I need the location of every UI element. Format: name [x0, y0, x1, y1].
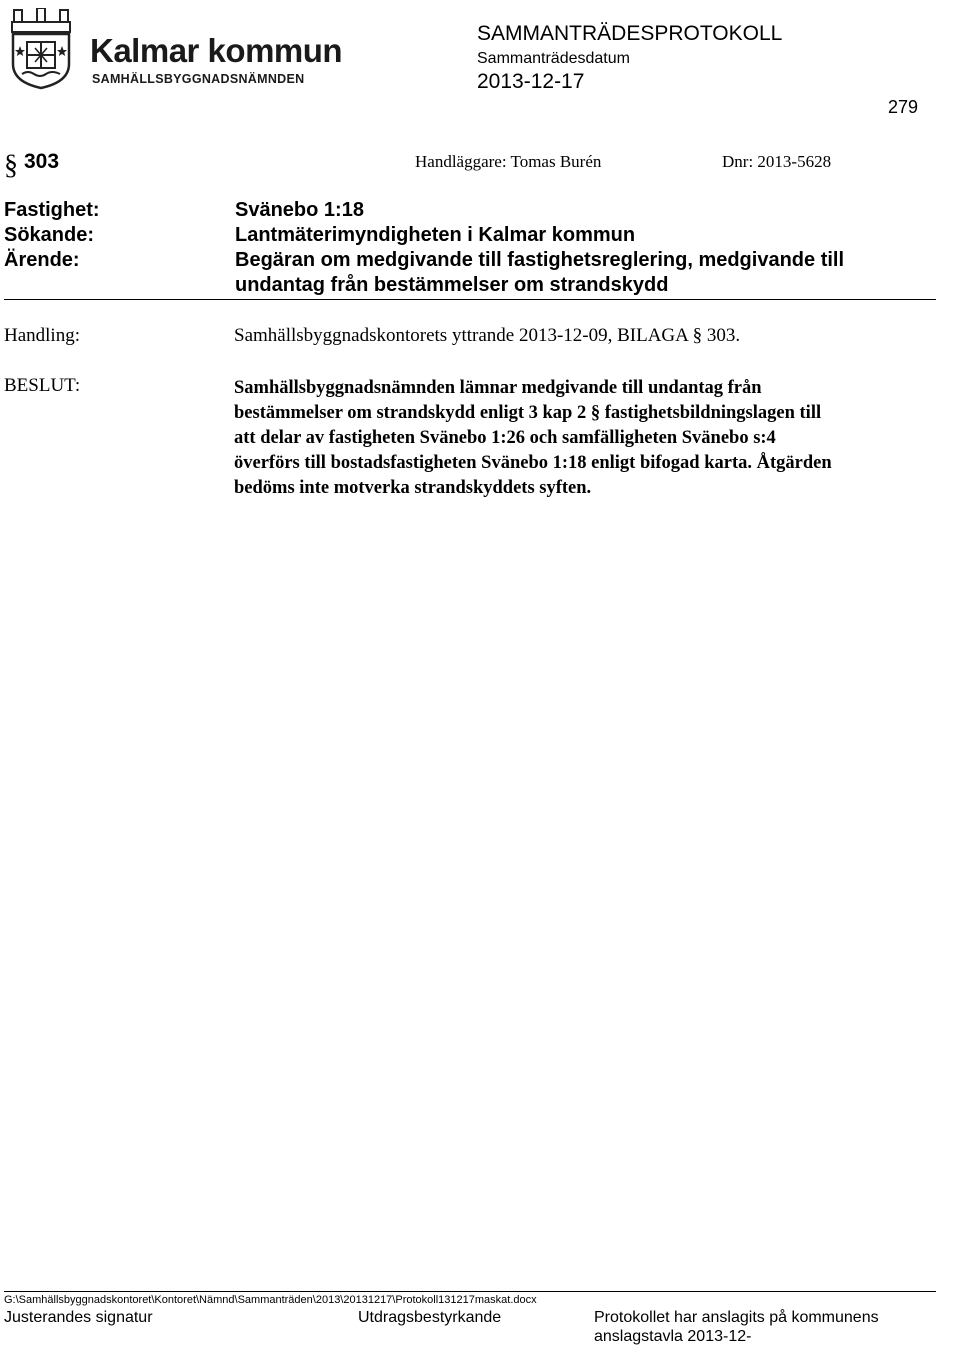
decision-line: bestämmelser om strandskydd enligt 3 kap 2 § fastighetsbildningslagen till — [234, 403, 822, 423]
meeting-date-label: Sammanträdesdatum — [477, 50, 630, 67]
meeting-date-value: 2013-12-17 — [477, 70, 585, 93]
registration-number: Dnr: 2013-5628 — [722, 152, 832, 171]
applicant-label: Sökande: — [4, 224, 95, 246]
kalmar-kommun-logo — [8, 8, 343, 88]
footer-divider — [4, 1291, 936, 1292]
document-type: SAMMANTRÄDESPROTOKOLL — [477, 22, 783, 45]
property-value: Svänebo 1:18 — [235, 199, 364, 221]
matter-label: Ärende: — [4, 249, 80, 271]
posting-notice-line-1: Protokollet har anslagits på kommunens — [594, 1309, 879, 1326]
matter-value-line-1: Begäran om medgivande till fastighetsreglering, medgivande till — [235, 249, 845, 271]
property-label: Fastighet: — [4, 199, 100, 221]
decision-line: Samhällsbyggnadsnämnden lämnar medgivande till undantag från — [234, 378, 762, 398]
document-value: Samhällsbyggnadskontorets yttrande 2013-12-09, BILAGA § 303. — [234, 325, 741, 346]
brand-subtitle: SAMHÄLLSBYGGNADSNÄMNDEN — [92, 72, 305, 86]
decision-label: BESLUT: — [4, 375, 81, 396]
divider — [4, 299, 936, 300]
case-officer: Handläggare: Tomas Burén — [415, 152, 602, 171]
brand-name: Kalmar kommun — [90, 32, 343, 69]
paragraph-number: 303 — [24, 150, 60, 173]
extract-certification-label: Utdragsbestyrkande — [358, 1309, 502, 1326]
posting-notice-line-2: anslagstavla 2013-12- — [594, 1328, 752, 1345]
applicant-value: Lantmäterimyndigheten i Kalmar kommun — [235, 224, 636, 246]
decision-line: överförs till bostadsfastigheten Svänebo 1:18 enligt bifogad karta. Åtgärden — [234, 453, 832, 473]
decision-text — [234, 376, 934, 501]
decision-line: att delar av fastigheten Svänebo 1:26 och samfälligheten Svänebo s:4 — [234, 428, 776, 448]
document-label: Handling: — [4, 325, 80, 346]
page-number: 279 — [888, 97, 919, 117]
matter-value-line-2: undantag från bestämmelser om strandskydd — [235, 274, 669, 296]
file-path: G:\Samhällsbyggnadskontoret\Kontoret\Nämnd\Sammanträden\2013\20131217\Protokoll131217maskat.docx — [4, 1294, 537, 1306]
adjuster-signature-label: Justerandes signatur — [4, 1309, 153, 1326]
decision-line: bedöms inte motverka strandskyddets syften. — [234, 478, 592, 498]
section-sign: § — [4, 150, 18, 181]
coat-of-arms-icon — [8, 8, 74, 90]
